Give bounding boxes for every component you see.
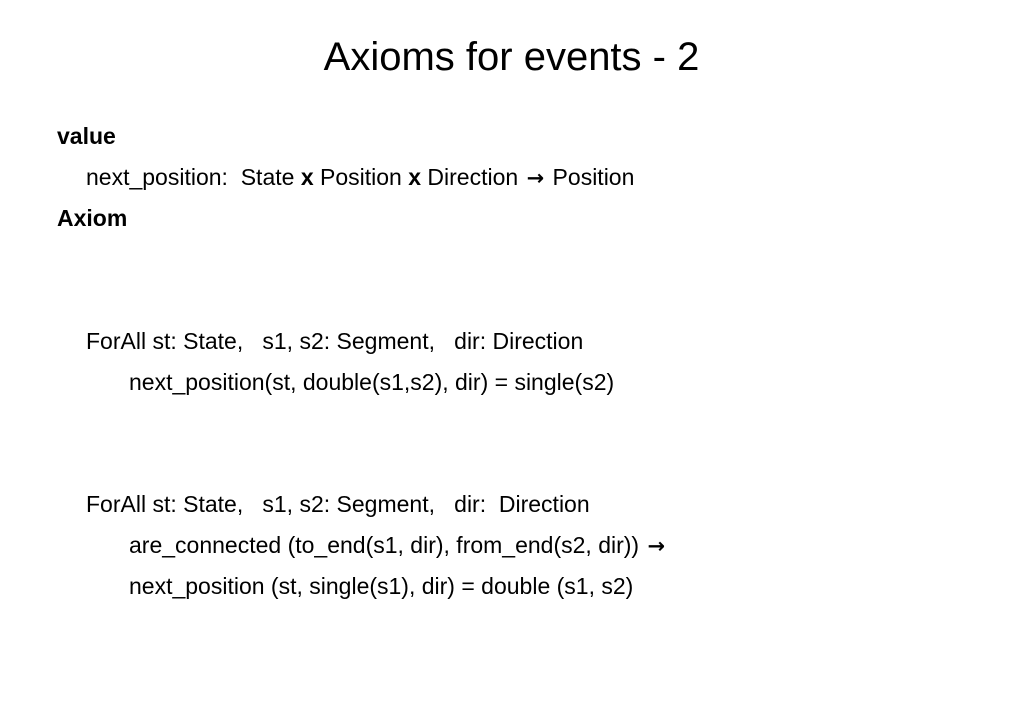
signature-part-3: Direction bbox=[421, 164, 525, 190]
slide-title: Axioms for events - 2 bbox=[323, 35, 700, 79]
right-arrow-icon: → bbox=[526, 166, 545, 190]
signature-part-4: Position bbox=[546, 164, 635, 190]
axiom-2-quantifier: ForAll st: State, s1, s2: Segment, dir: Direction bbox=[86, 491, 590, 517]
signature-times-2: x bbox=[408, 164, 422, 190]
axiom-2-condition: are_connected (to_end(s1, dir), from_end(s2, dir)) bbox=[129, 532, 646, 558]
signature-times-1: x bbox=[300, 164, 314, 190]
axiom-2-condition-line bbox=[129, 531, 667, 560]
axiom-2-body: next_position (st, single(s1), dir) = double (s1, s2) bbox=[129, 573, 634, 599]
axiom-1-body: next_position(st, double(s1,s2), dir) = single(s2) bbox=[129, 369, 615, 395]
signature-line bbox=[86, 163, 634, 192]
value-heading: value bbox=[57, 123, 116, 149]
signature-name: next_position: State bbox=[86, 164, 301, 190]
axiom-heading: Axiom bbox=[57, 205, 128, 231]
axiom-1-quantifier: ForAll st: State, s1, s2: Segment, dir: Direction bbox=[86, 328, 584, 354]
signature-part-2: Position bbox=[313, 164, 409, 190]
implies-arrow-icon: → bbox=[647, 534, 666, 558]
